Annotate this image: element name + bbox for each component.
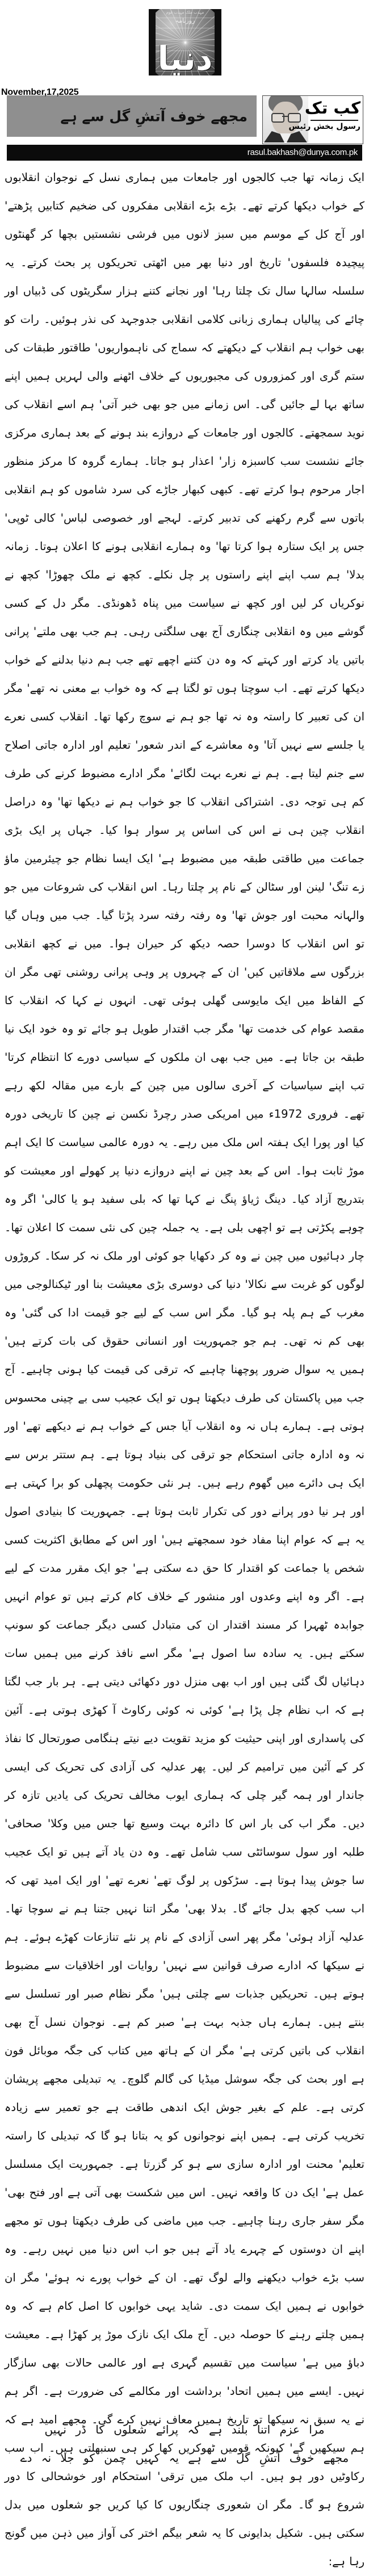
logo-tagline: مہذب ملک مہذب قوم [166,10,204,15]
author-email[interactable]: rasul.bakhash@dunya.com.pk [247,148,358,157]
article-body [5,163,364,2576]
glasses-left-icon [271,113,284,123]
email-bar [7,145,362,161]
couplet-line-1: مرا عزم اتنا بلند ہے کہ پرائے شعلوں کا ڈر نہیں [44,2423,325,2436]
glasses-right-icon [288,113,301,123]
author-card[interactable] [262,95,363,144]
avatar [263,96,308,142]
author-name: رسول بخش رئیس [288,122,360,132]
closing-couplet [5,2415,364,2472]
page-title: مجھے خوف آتشِ گل سے ہے [60,107,248,124]
column-brand [288,97,360,141]
divider [311,120,358,121]
title-plate [7,95,257,137]
column-name: کب تک [304,98,360,118]
logo-wordmark: دنیا [157,39,213,75]
article-paragraph: ایک زمانہ تھا جب کالجوں اور جامعات میں ہماری نسل کے نوجوان انقلابوں کے خواب دیکھا کرتے تھے۔ بڑے بڑے انقلابی مفکروں کی ضخیم کتابیں پڑھتے' اور آج کل کے موسم میں سبز لانوں میں فرشی نشستیں بچھا کر گھنٹوں پیچیدہ فلسفوں' تاریخ اور دنیا بھر میں اٹھتی تحریکوں پر بحث کرتے۔ یہ سلسلہ سالہا سال تک چلتا رہا' اور نجانے کتنے ہزار سگریٹوں کی ڈبیاں اور چائے کی پیالیاں ہماری زبانی کلامی انقلابی جدوجہد کی نذر ہوئیں۔ رات کو بھی خواب ہم انقلاب کے دیکھتے کہ سماج کی ناہمواریوں' طاقتور طبقات کی ستم گری اور کمزوروں کی مجبوریوں کے خلاف اٹھنے والی لہریں ہمیں اپنے ساتھ بہا لے جائیں گی۔ اس زمانے میں جو بھی خبر آتی' ہم اسے انقلاب کی نوید سمجھتے۔ کالجوں اور جامعات کے دروازے بند ہونے کے بعد ہماری مرکزی جائے نشست سب کاسبزہ زار' اعذار ہو جاتا۔ ہمارے گروہ کا مرکز منظور اجار مرحوم ہوا کرتے تھے۔ کبھی کبھار جاڑے کی سرد شاموں کو ہم انقلابی باتوں سے گرم رکھنے کی تدبیر کرتے۔ لہجے اور خصوصی لباس' کالی ٹوپی' جس پر ایک ستارہ ہوا کرتا تھا' وہ ہمارے انقلابی ہونے کا اعلان ہوتا۔ زمانہ بدلا' ہم سب اپنے اپنے راستوں پر چل نکلے۔ کچھ نے ملک چھوڑا' کچھ نے نوکریاں کر لیں اور کچھ نے سیاست میں پناہ ڈھونڈی۔ مگر دل کے کسی گوشے میں وہ انقلابی چنگاری آج بھی سلگتی رہی۔ ہم جب بھی ملتے' پرانی باتیں یاد کرتے اور کہتے کہ وہ دن کتنے اچھے تھے جب ہم دنیا بدلنے کے خواب دیکھا کرتے تھے۔ اب سوچتا ہوں تو لگتا ہے کہ وہ خواب بے معنی نہ تھے' مگر ان کی تعبیر کا راستہ وہ نہ تھا جو ہم نے سوچ رکھا تھا۔ انقلاب کسی نعرے یا جلسے سے نہیں آتا' وہ معاشرے کے اندر شعور' تعلیم اور ادارہ جاتی اصلاح سے جنم لیتا ہے۔ ہم نے نعرے بہت لگائے' مگر ادارے مضبوط کرنے کی طرف کم ہی توجہ دی۔ اشتراکی انقلاب کا جو خواب ہم نے دیکھا تھا' وہ دراصل انقلاب چین ہی نے اس کی اساس پر سوار ہوا کیا۔ جہاں پر ایک بڑی جماعت میں طاقتی طبقہ میں مضبوط ہے' ایک ایسا نظام جو چیئرمین ماؤ زے تنگ' لینن اور سٹالن کے نام پر چلتا رہا۔ اس انقلاب کی شروعات میں جو والہانہ محبت اور جوش تھا' وہ رفتہ رفتہ سرد پڑتا گیا۔ جب میں وہاں گیا تو اس انقلاب کا دوسرا حصہ دیکھ کر حیران ہوا۔ میں نے کچھ انقلابی بزرگوں سے ملاقاتیں کیں' ان کے چہروں پر وہی پرانی روشنی تھی مگر ان کے الفاظ میں ایک مایوسی گھلی ہوئی تھی۔ انہوں نے کہا کہ انقلاب کا مقصد عوام کی خدمت تھا' مگر جب اقتدار طویل ہو جائے تو وہ خود ایک نیا طبقہ بن جاتا ہے۔ میں جب بھی ان ملکوں کے سیاسی دورے کا انتظام کرتا' تب اپنے سیاسیات کے آخری سالوں میں چین کے بارے میں مقالہ لکھ رہے تھے۔ فروری 1972ء میں امریکی صدر رچرڈ نکسن نے چین کا تاریخی دورہ کیا اور پورا ایک ہفتہ اس ملک میں رہے۔ یہ دورہ عالمی سیاست کا ایک اہم موڑ ثابت ہوا۔ اس کے بعد چین نے اپنے دروازے دنیا پر کھولے اور معیشت کو بتدریج آزاد کیا۔ دینگ ژیاؤ پنگ نے کہا تھا کہ بلی سفید ہو یا کالی' اگر وہ چوہے پکڑتی ہے تو اچھی بلی ہے۔ یہ جملہ چین کی نئی سمت کا اعلان تھا۔ چار دہائیوں میں چین نے وہ کر دکھایا جو کوئی اور ملک نہ کر سکا۔ کروڑوں لوگوں کو غربت سے نکالا' دنیا کی دوسری بڑی معیشت بنا اور ٹیکنالوجی میں مغرب کے ہم پلہ ہو گیا۔ مگر اس سب کے لیے جو قیمت ادا کی گئی' وہ بھی کم نہ تھی۔ ہم جو جمہوریت اور انسانی حقوق کی بات کرتے ہیں' ہمیں یہ سوال ضرور پوچھنا چاہیے کہ ترقی کی قیمت کیا ہونی چاہیے۔ آج جب میں پاکستان کی طرف دیکھتا ہوں تو ایک عجیب سی بے چینی محسوس ہوتی ہے۔ ہمارے ہاں نہ وہ انقلاب آیا جس کے خواب ہم نے دیکھے تھے' اور نہ وہ ادارہ جاتی استحکام جو ترقی کی بنیاد ہوتا ہے۔ ہم ستتر برس سے ایک ہی دائرے میں گھوم رہے ہیں۔ ہر نئی حکومت پچھلی کو برا کہتی ہے اور ہر نیا دور پرانے دور کی تکرار ثابت ہوتا ہے۔ جمہوریت کا بنیادی اصول یہ ہے کہ عوام اپنا مفاد خود سمجھتے ہیں' اور اس کے مطابق اکثریت کسی شخص یا جماعت کو اقتدار کا حق دے سکتی ہے' جو ایک مقرر مدت کے لیے ہے۔ اگر وہ اپنے وعدوں اور منشور کے خلاف کام کرتے ہیں تو عوام انہیں جوابدہ ٹھہرا کر مسند اقتدار ان کی متبادل کسی دیگر جماعت کو سونپ سکتے ہیں۔ یہ سادہ سا اصول ہے' مگر اسے نافذ کرنے میں ہمیں سات دہائیاں لگ گئی ہیں اور اب بھی منزل دور دکھائی دیتی ہے۔ ہر بار جب لگتا ہے کہ اب نظام چل پڑا ہے' کوئی نہ کوئی رکاوٹ آ کھڑی ہوتی ہے۔ آئین کی پاسداری اور اپنی حیثیت کو مزید تقویت دیے نیتے ہنگامی صورتحال کا نفاذ کر کے آئین میں ترامیم کر لیں۔ پھر عدلیہ کی آزادی کی تحریک کی ایسی جاندار اور ہمہ گیر چلی کہ ہماری ایوب مخالف تحریک کی یادیں تازہ کر دیں۔ مگر اب کی بار اس کا دائرہ بہت وسیع تھا جس میں وکلا' صحافی' طلبہ اور سول سوسائٹی سب شامل تھے۔ وہ دن یاد آتے ہیں تو ایک عجیب سا جوش پیدا ہوتا ہے۔ سڑکوں پر لوگ تھے' نعرے تھے' اور ایک امید تھی کہ اب سب کچھ بدل جائے گا۔ بدلا بھی' مگر اتنا نہیں جتنا ہم نے سوچا تھا۔ عدلیہ آزاد ہوئی' مگر پھر اسی آزادی کے نام پر نئے تنازعات کھڑے ہوئے۔ ہم نے سیکھا کہ ادارے صرف قوانین سے نہیں' روایات اور اخلاقیات سے مضبوط ہوتے ہیں۔ تحریکیں جذبات سے چلتی ہیں' مگر نظام صبر اور تسلسل سے بنتے ہیں۔ ہمارے ہاں جذبہ بہت ہے' صبر کم ہے۔ نوجوان نسل آج بھی انقلاب کی باتیں کرتی ہے' مگر ان کے ہاتھ میں کتاب کی جگہ موبائل فون ہے اور بحث کی جگہ سوشل میڈیا کی گالم گلوچ۔ یہ تبدیلی مجھے پریشان کرتی ہے۔ علم کے بغیر جوش ایک اندھی طاقت ہے جو تعمیر سے زیادہ تخریب کرتی ہے۔ ہمیں اپنے نوجوانوں کو یہ بتانا ہو گا کہ تبدیلی کا راستہ تعلیم' محنت اور ادارہ سازی سے ہو کر گزرتا ہے۔ جمہوریت ایک مسلسل عمل ہے' ایک دن کا واقعہ نہیں۔ اس میں شکست بھی آتی ہے اور فتح بھی' مگر سفر جاری رہنا چاہیے۔ جب میں ماضی کی طرف دیکھتا ہوں تو مجھے اپنے ان دوستوں کے چہرے یاد آتے ہیں جو اب اس دنیا میں نہیں رہے۔ وہ سب بڑے خواب دیکھنے والے لوگ تھے۔ ان کے خواب پورے نہ ہوئے' مگر ان خوابوں نے ہمیں ایک سمت دی۔ شاید یہی خوابوں کا اصل کام ہے کہ وہ ہمیں چلتے رہنے کا حوصلہ دیں۔ آج ملک ایک نازک موڑ پر کھڑا ہے۔ معیشت دباؤ میں ہے' سیاست میں تقسیم گہری ہے اور عالمی حالات بھی سازگار نہیں۔ ایسے میں ہمیں اتحاد' برداشت اور مکالمے کی ضرورت ہے۔ اگر ہم نے یہ سبق نہ سیکھا تو تاریخ ہمیں معاف نہیں کرے گی۔ مجھے امید ہے کہ ہم سیکھیں گے' کیونکہ قومیں ٹھوکریں کھا کر ہی سنبھلتی ہیں۔ اب سب رکاوٹیں دور ہو ہیں۔ اب ملک میں ترقی' استحکام اور خوشحالی کا دور شروع ہو گا۔ مگر ان شعوری چنگاریوں کا کیا کریں جو شعلوں میں بدل سکتی ہیں۔ شکیل بدایونی کا یہ شعر بیگم اختر کی آواز میں ذہن میں گونج رہا ہے: [5,171,364,2568]
logo-subtitle: روزنامہ [175,17,195,24]
publication-date: November,17,2025 [1,87,79,97]
couplet-line-2: مجھے خوف آتشِ گل سے ہے یہ کہیں چمن کو جلا نہ دے [20,2451,349,2465]
masthead [0,0,369,86]
newspaper-logo[interactable] [149,9,221,75]
